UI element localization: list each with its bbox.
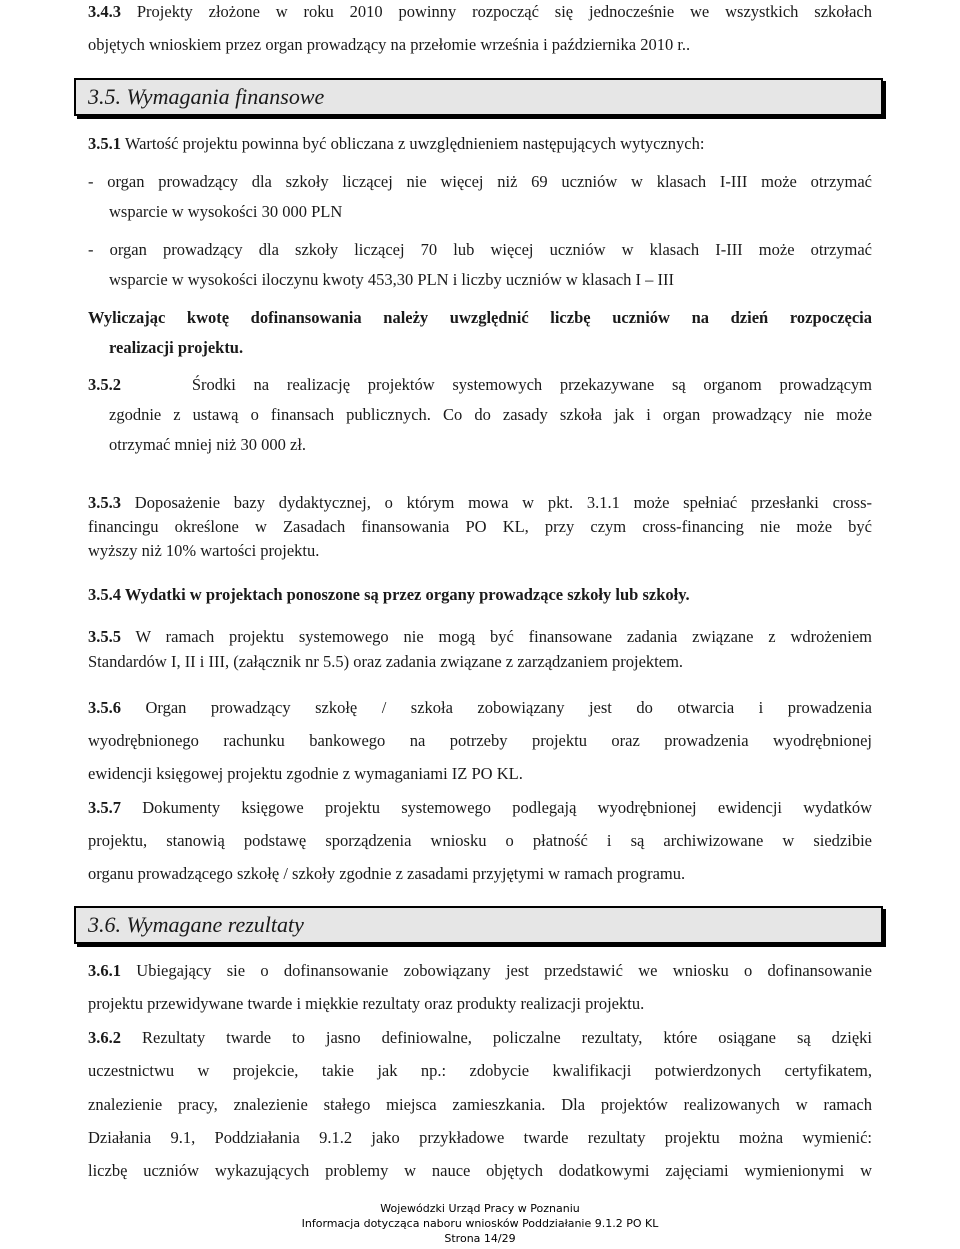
list-item-line: wsparcie w wysokości 30 000 PLN xyxy=(109,202,343,221)
section-number: 3.5.7 xyxy=(88,798,121,817)
paragraph-line: objętych wnioskiem przez organ prowadzący na przełomie września i października 2010 r.. xyxy=(88,35,691,54)
section-number: 3.6.2 xyxy=(88,1028,121,1047)
paragraph-line: Wydatki w projektach ponoszone są przez organy prowadzące szkoły lub szkoły. xyxy=(124,585,690,604)
list-item-line: wsparcie w wysokości iloczynu kwoty 453,30 PLN i liczby uczniów w klasach I – III xyxy=(109,270,674,289)
paragraph-line: Dokumenty księgowe projektu systemowego podlegają wyodrębnionej ewidencji wydatków xyxy=(142,798,873,817)
bold-note-line: Wyliczając kwotę dofinansowania należy uwzględnić liczbę uczniów na dzień rozpoczęcia xyxy=(88,308,872,327)
section-number: 3.5.1 xyxy=(88,134,121,153)
footer-line: Wojewódzki Urząd Pracy w Poznaniu xyxy=(380,1202,580,1215)
footer-line: Informacja dotycząca naboru wniosków Poddziałanie 9.1.2 PO KL xyxy=(301,1217,659,1230)
paragraph-line: projektu, stanowią podstawę sporządzenia wniosku o płatność i są archiwizowane w siedzibie xyxy=(88,831,872,850)
section-number: 3.5.4 xyxy=(88,585,121,604)
section-heading: 3.6. Wymagane rezultaty xyxy=(88,912,304,937)
paragraph-line: Ubiegający sie o dofinansowanie zobowiązany jest przedstawić we wniosku o dofinansowanie xyxy=(136,961,873,980)
section-number: 3.5.5 xyxy=(88,627,121,646)
paragraph-3-5-4 xyxy=(88,583,872,607)
section-number: 3.4.3 xyxy=(88,2,121,21)
paragraph-line: liczbę uczniów wykazujących problemy w nauce objętych dodatkowymi zajęciami wymienionymi w xyxy=(88,1161,872,1180)
paragraph-line: znalezienie pracy, znalezienie stałego miejsca zamieszkania. Dla projektów realizowanych w ramach xyxy=(88,1095,872,1114)
paragraph-line: wyodrębnionego rachunku bankowego na potrzeby projektu oraz prowadzenia wyodrębnionej xyxy=(88,731,872,750)
paragraph-line: Rezultaty twarde to jasno definiowalne, policzalne rezultaty, które osiągane są dzięki xyxy=(141,1028,872,1047)
paragraph-line: Doposażenie bazy dydaktycznej, o którym mowa w pkt. 3.1.1 może spełniać przesłanki cross- xyxy=(134,493,873,512)
paragraph-line: organu prowadzącego szkołę / szkoły zgodnie z zasadami przyjętymi w ramach programu. xyxy=(88,864,686,883)
section-number: 3.6.1 xyxy=(88,961,121,980)
section-heading-box xyxy=(74,78,883,116)
paragraph-line: Wartość projektu powinna być obliczana z uwzględnieniem następujących wytycznych: xyxy=(124,134,705,153)
bold-note-line: realizacji projektu. xyxy=(109,338,244,357)
page-number: Strona 14/29 xyxy=(444,1232,516,1245)
paragraph-line: otrzymać mniej niż 30 000 zł. xyxy=(109,435,307,454)
paragraph-line: projektu przewidywane twarde i miękkie rezultaty oraz produkty realizacji projektu. xyxy=(88,994,645,1013)
section-number: 3.5.3 xyxy=(88,493,121,512)
paragraph-line: Standardów I, II i III, (załącznik nr 5.5) oraz zadania związane z zarządzaniem projektem. xyxy=(88,652,684,671)
paragraph-line: Projekty złożone w roku 2010 powinny rozpocząć się jednocześnie we wszystkich szkołach xyxy=(136,2,872,21)
paragraph-line: financingu określone w Zasadach finansowania PO KL, przy czym cross-financing nie może być xyxy=(88,517,872,536)
paragraph-line: ewidencji księgowej projektu zgodnie z wymaganiami IZ PO KL. xyxy=(88,764,523,783)
paragraph-line: zgodnie z ustawą o finansach publicznych. Co do zasady szkoła jak i organ prowadzący nie może xyxy=(109,405,872,424)
paragraph-line: W ramach projektu systemowego nie mogą być finansowane zadania związane z wdrożeniem xyxy=(135,627,873,646)
paragraph-line: uczestnictwu w projekcie, takie jak np.: zdobycie kwalifikacji potwierdzonych certyfikatem, xyxy=(88,1061,872,1080)
section-number: 3.5.6 xyxy=(88,698,121,717)
list-item-line: - organ prowadzący dla szkoły liczącej nie więcej niż 69 uczniów w klasach I-III może otrzymać xyxy=(88,172,872,191)
section-heading-box xyxy=(74,906,883,944)
list-item-line: - organ prowadzący dla szkoły liczącej 70 lub więcej uczniów w klasach I-III może otrzymać xyxy=(88,240,872,259)
section-heading: 3.5. Wymagania finansowe xyxy=(88,84,325,109)
paragraph-line: Środki na realizację projektów systemowych przekazywane są organom prowadzącym xyxy=(191,375,873,394)
paragraph-line: Działania 9.1, Poddziałania 9.1.2 jako przykładowe twarde rezultaty projektu można wymienić: xyxy=(88,1128,872,1147)
paragraph-line: Organ prowadzący szkołę / szkoła zobowiązany jest do otwarcia i prowadzenia xyxy=(145,698,872,717)
paragraph-line: wyższy niż 10% wartości projektu. xyxy=(88,541,320,560)
page-footer xyxy=(0,1201,960,1246)
section-number: 3.5.2 xyxy=(88,375,121,394)
